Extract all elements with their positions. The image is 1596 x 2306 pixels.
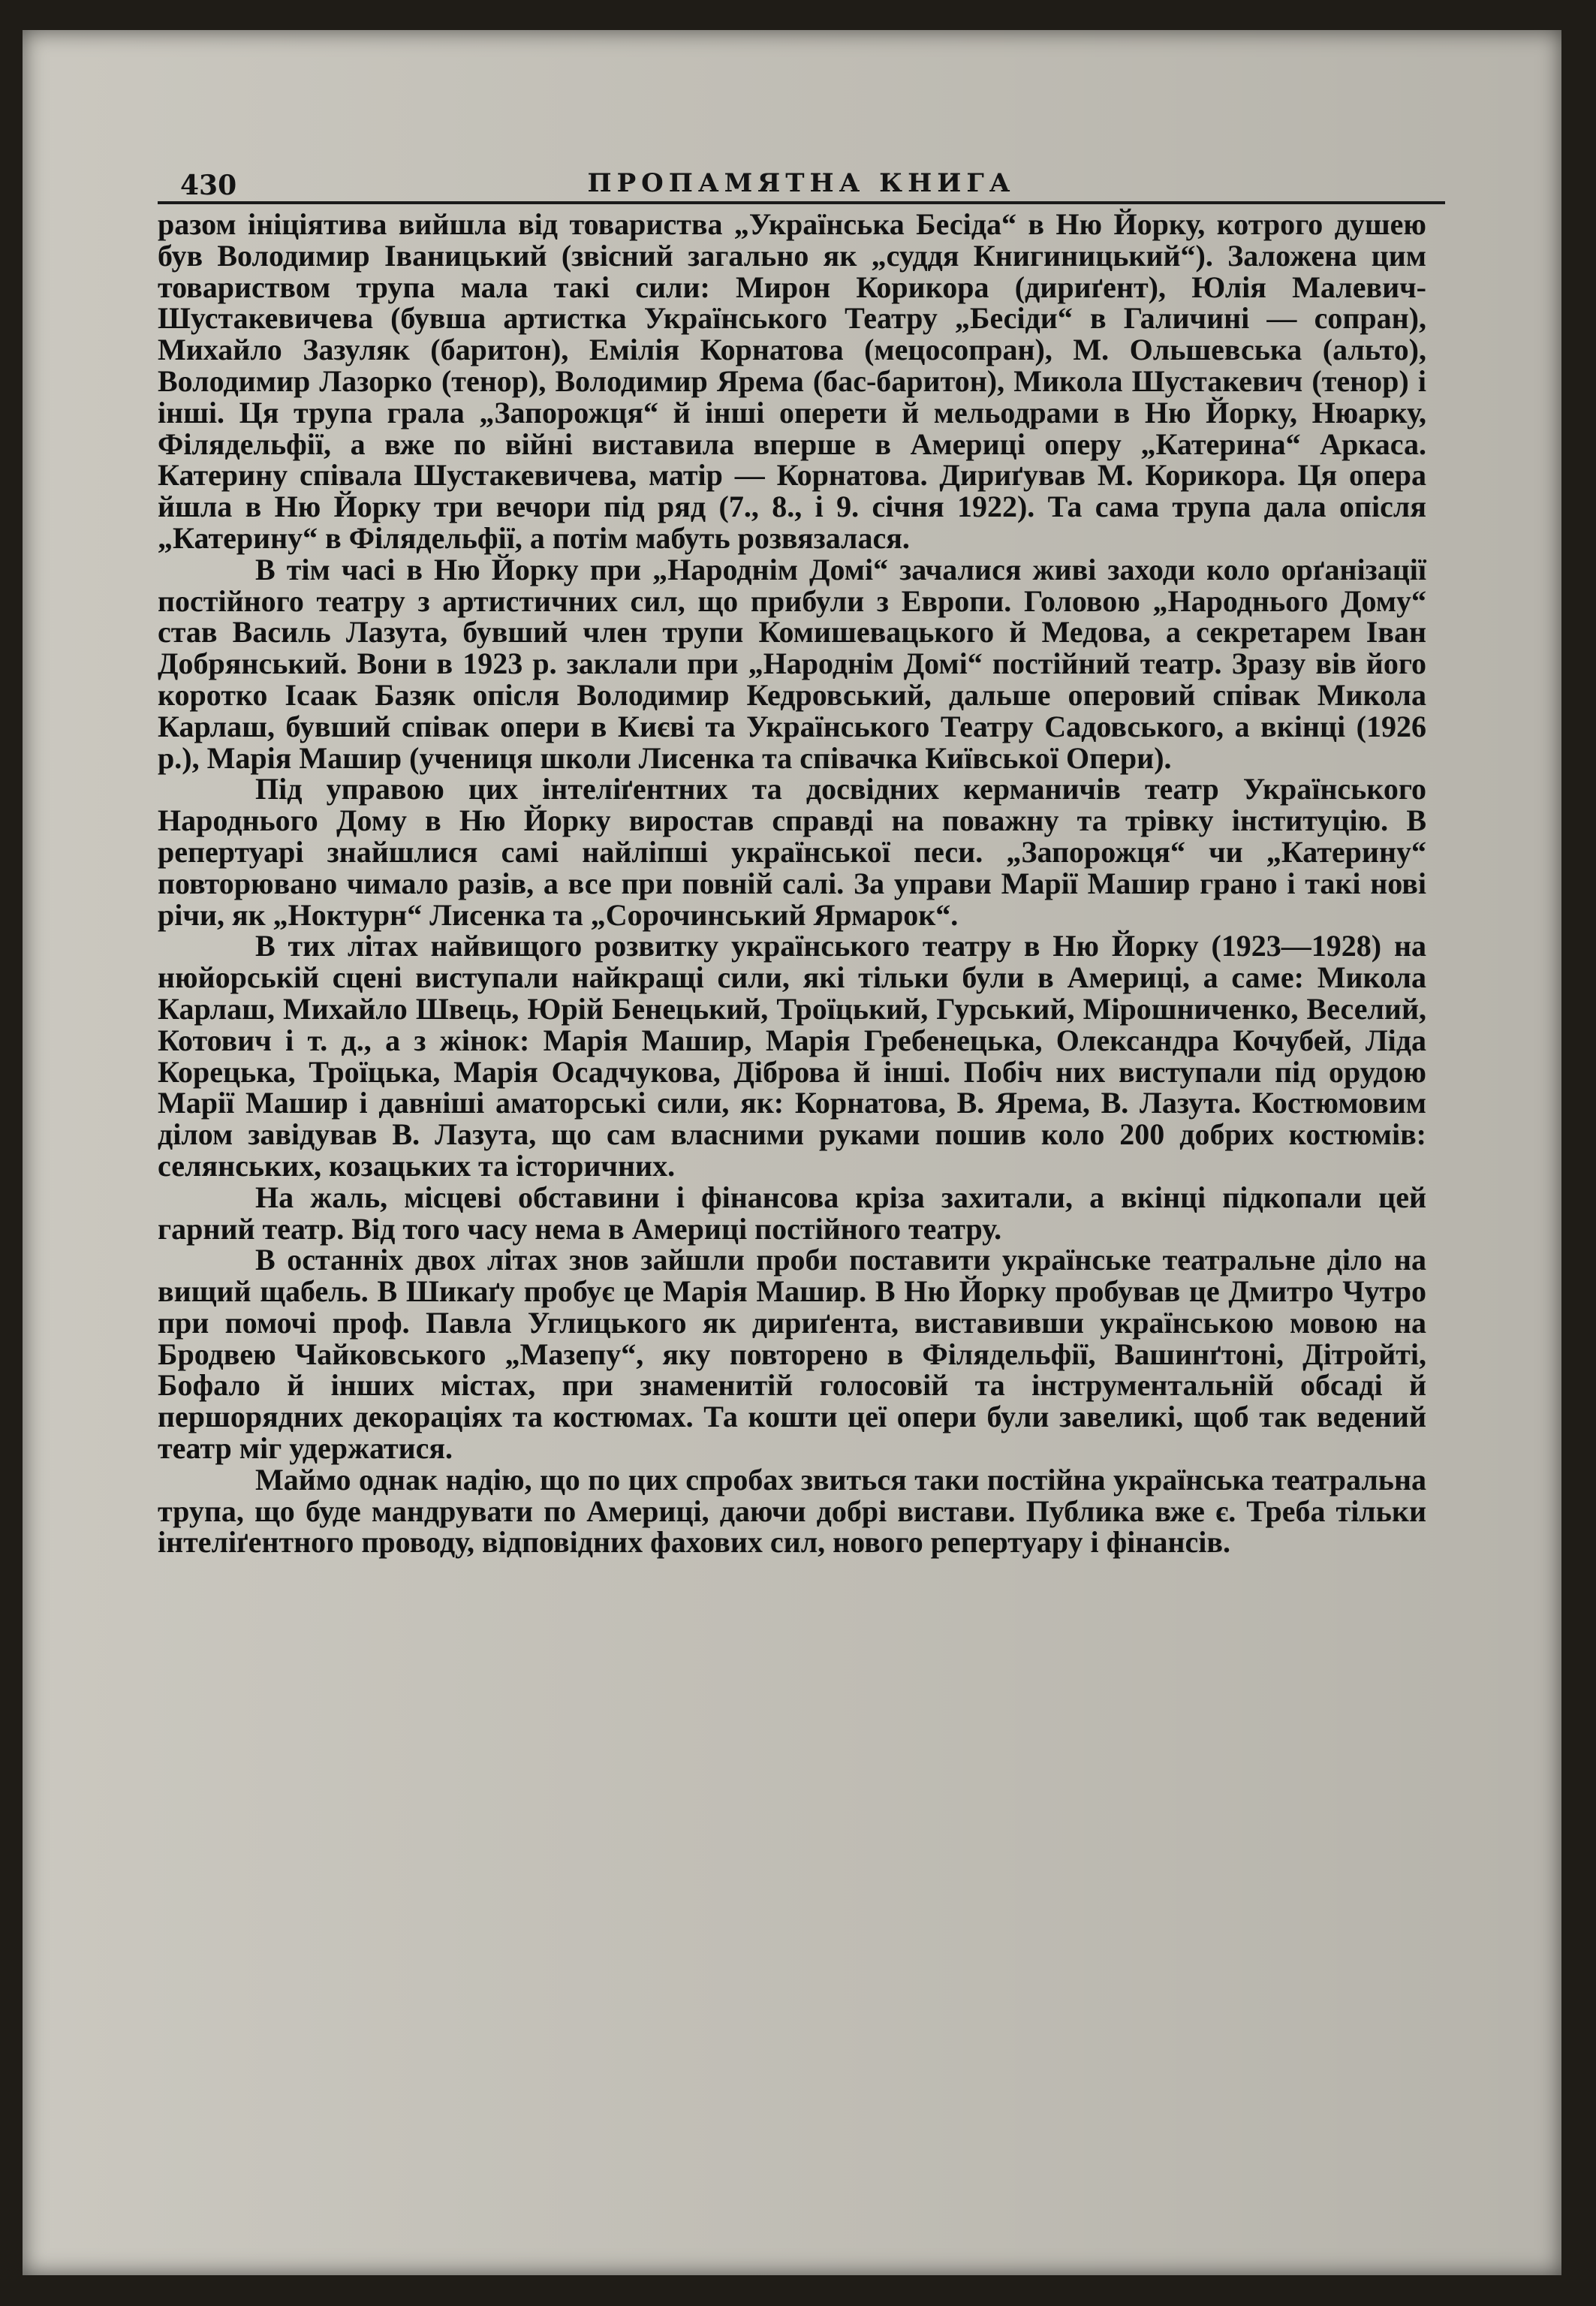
paragraph-3: Під управою цих інтеліґентних та досвідних керманичів театр Українського Народнього Дому в Ню Йорку виростав справді на поважну та трівку інституцію. В репертуарі знайшлися самі найліпші української песи. „Запорожця“ чи „Катерину“ повторювано чимало разів, а все при повній салі. За управи Марії Машир грано і такі нові річи, як „Ноктурн“ Лисенка та „Сорочинський Ярмарок“.	[158, 772, 1426, 932]
book-page	[23, 30, 1561, 2275]
paragraph-2: В тім часі в Ню Йорку при „Народнім Домі“ зачалися живі заходи коло орґанізації постійного театру з артистичних сил, що прибули з Европи. Головою „Народнього Дому“ став Василь Лазута, бувший член трупи Комишевацького й Медова, а секретарем Іван Добрянський. Вони в 1923 р. заклали при „Народнім Домі“ постійний театр. Зразу вів його коротко Ісаак Базяк опісля Володимир Кедровський, дальше оперовий співак Микола Карлаш, бувший співак опери в Києві та Українського Театру Садовського, а вкінці (1926 р.), Марія Машир (учениця школи Лисенка та співачка Київської Опери).	[158, 552, 1426, 775]
page-header	[158, 141, 1445, 204]
paragraph-5: На жаль, місцеві обставини і фінансова кріза захитали, а вкінці підкопали цей гарний театр. Від того часу нема в Америці постійного театру.	[158, 1180, 1426, 1246]
paragraph-6: В останніх двох літах знов зайшли проби поставити українське театральне діло на вищий щабель. В Шикаґу пробує це Марія Машир. В Ню Йорку пробував це Дмитро Чутро при помочі проф. Павла Углицького як дириґента, виставивши українською мовою на Бродвею Чайковського „Мазепу“, яку повторено в Філядельфії, Вашинґтоні, Дітройті, Бофало й інших містах, при знаменитій голосовій та інструментальній обсаді й першорядних декораціях та костюмах. Та кошти цеї опери були завеликі, щоб так ведений театр міг удержатися.	[158, 1243, 1426, 1466]
paragraph-4: В тих літах найвищого розвитку українського театру в Ню Йорку (1923—1928) на нюйорській сцені виступали найкращі сили, які тільки були в Америці, а саме: Микола Карлаш, Михайло Швець, Юрій Бенецький, Троїцький, Гурський, Мірошниченко, Веселий, Котович і т. д., а з жінок: Марія Машир, Марія Гребенецька, Олександра Кочубей, Ліда Корецька, Троїцька, Марія Осадчукова, Діброва й інші. Побіч них виступали під орудою Марії Машир і давніші аматорські сили, як: Корнатова, В. Ярема, В. Лазута. Костюмовим ділом завідував В. Лазута, що сам власними руками пошив коло 200 добрих костюмів: селянських, козацьких та історичних.	[158, 929, 1426, 1183]
body-text	[158, 209, 1426, 1558]
page-number: 430	[180, 170, 237, 201]
paragraph-1: разом ініціятива вийшла від товариства „Українська Бесіда“ в Ню Йорку, котрого душею був Володимир Іваницький (звісний загально як „суддя Книгиницький“). Заложена цим товариством трупа мала такі сили: Мирон Корикора (дириґент), Юлія Малевич-Шустакевичева (бувша артистка Українського Театру „Бесіди“ в Галичині — сопран), Михайло Зазуляк (баритон), Емілія Корнатова (мецосопран), М. Ольшевська (альто), Володимир Лазорко (тенор), Володимир Ярема (бас-баритон), Микола Шустакевич (тенор) і інші. Ця трупа грала „Запорожця“ й інші оперети й мельодрами в Ню Йорку, Нюарку, Філядельфії, а вже по війні виставила вперше в Америці оперу „Катерина“ Аркаса. Катерину співала Шустакевичева, матір — Корнатова. Дириґував М. Корикора. Ця опера йшла в Ню Йорку три вечори під ряд (7., 8., і 9. січня 1922). Та сама трупа дала опісля „Катерину“ в Філядельфії, а потім мабуть розвязалася.	[158, 207, 1426, 555]
running-title: ПРОПАМЯТНА КНИГА	[587, 168, 1016, 198]
paragraph-7: Маймо однак надію, що по цих спробах звиться таки постійна українська театральна трупа, що буде мандрувати по Америці, даючи добрі вистави. Публика вже є. Треба тільки інтеліґентного проводу, відповідних фахових сил, нового репертуару і фінансів.	[158, 1462, 1426, 1560]
